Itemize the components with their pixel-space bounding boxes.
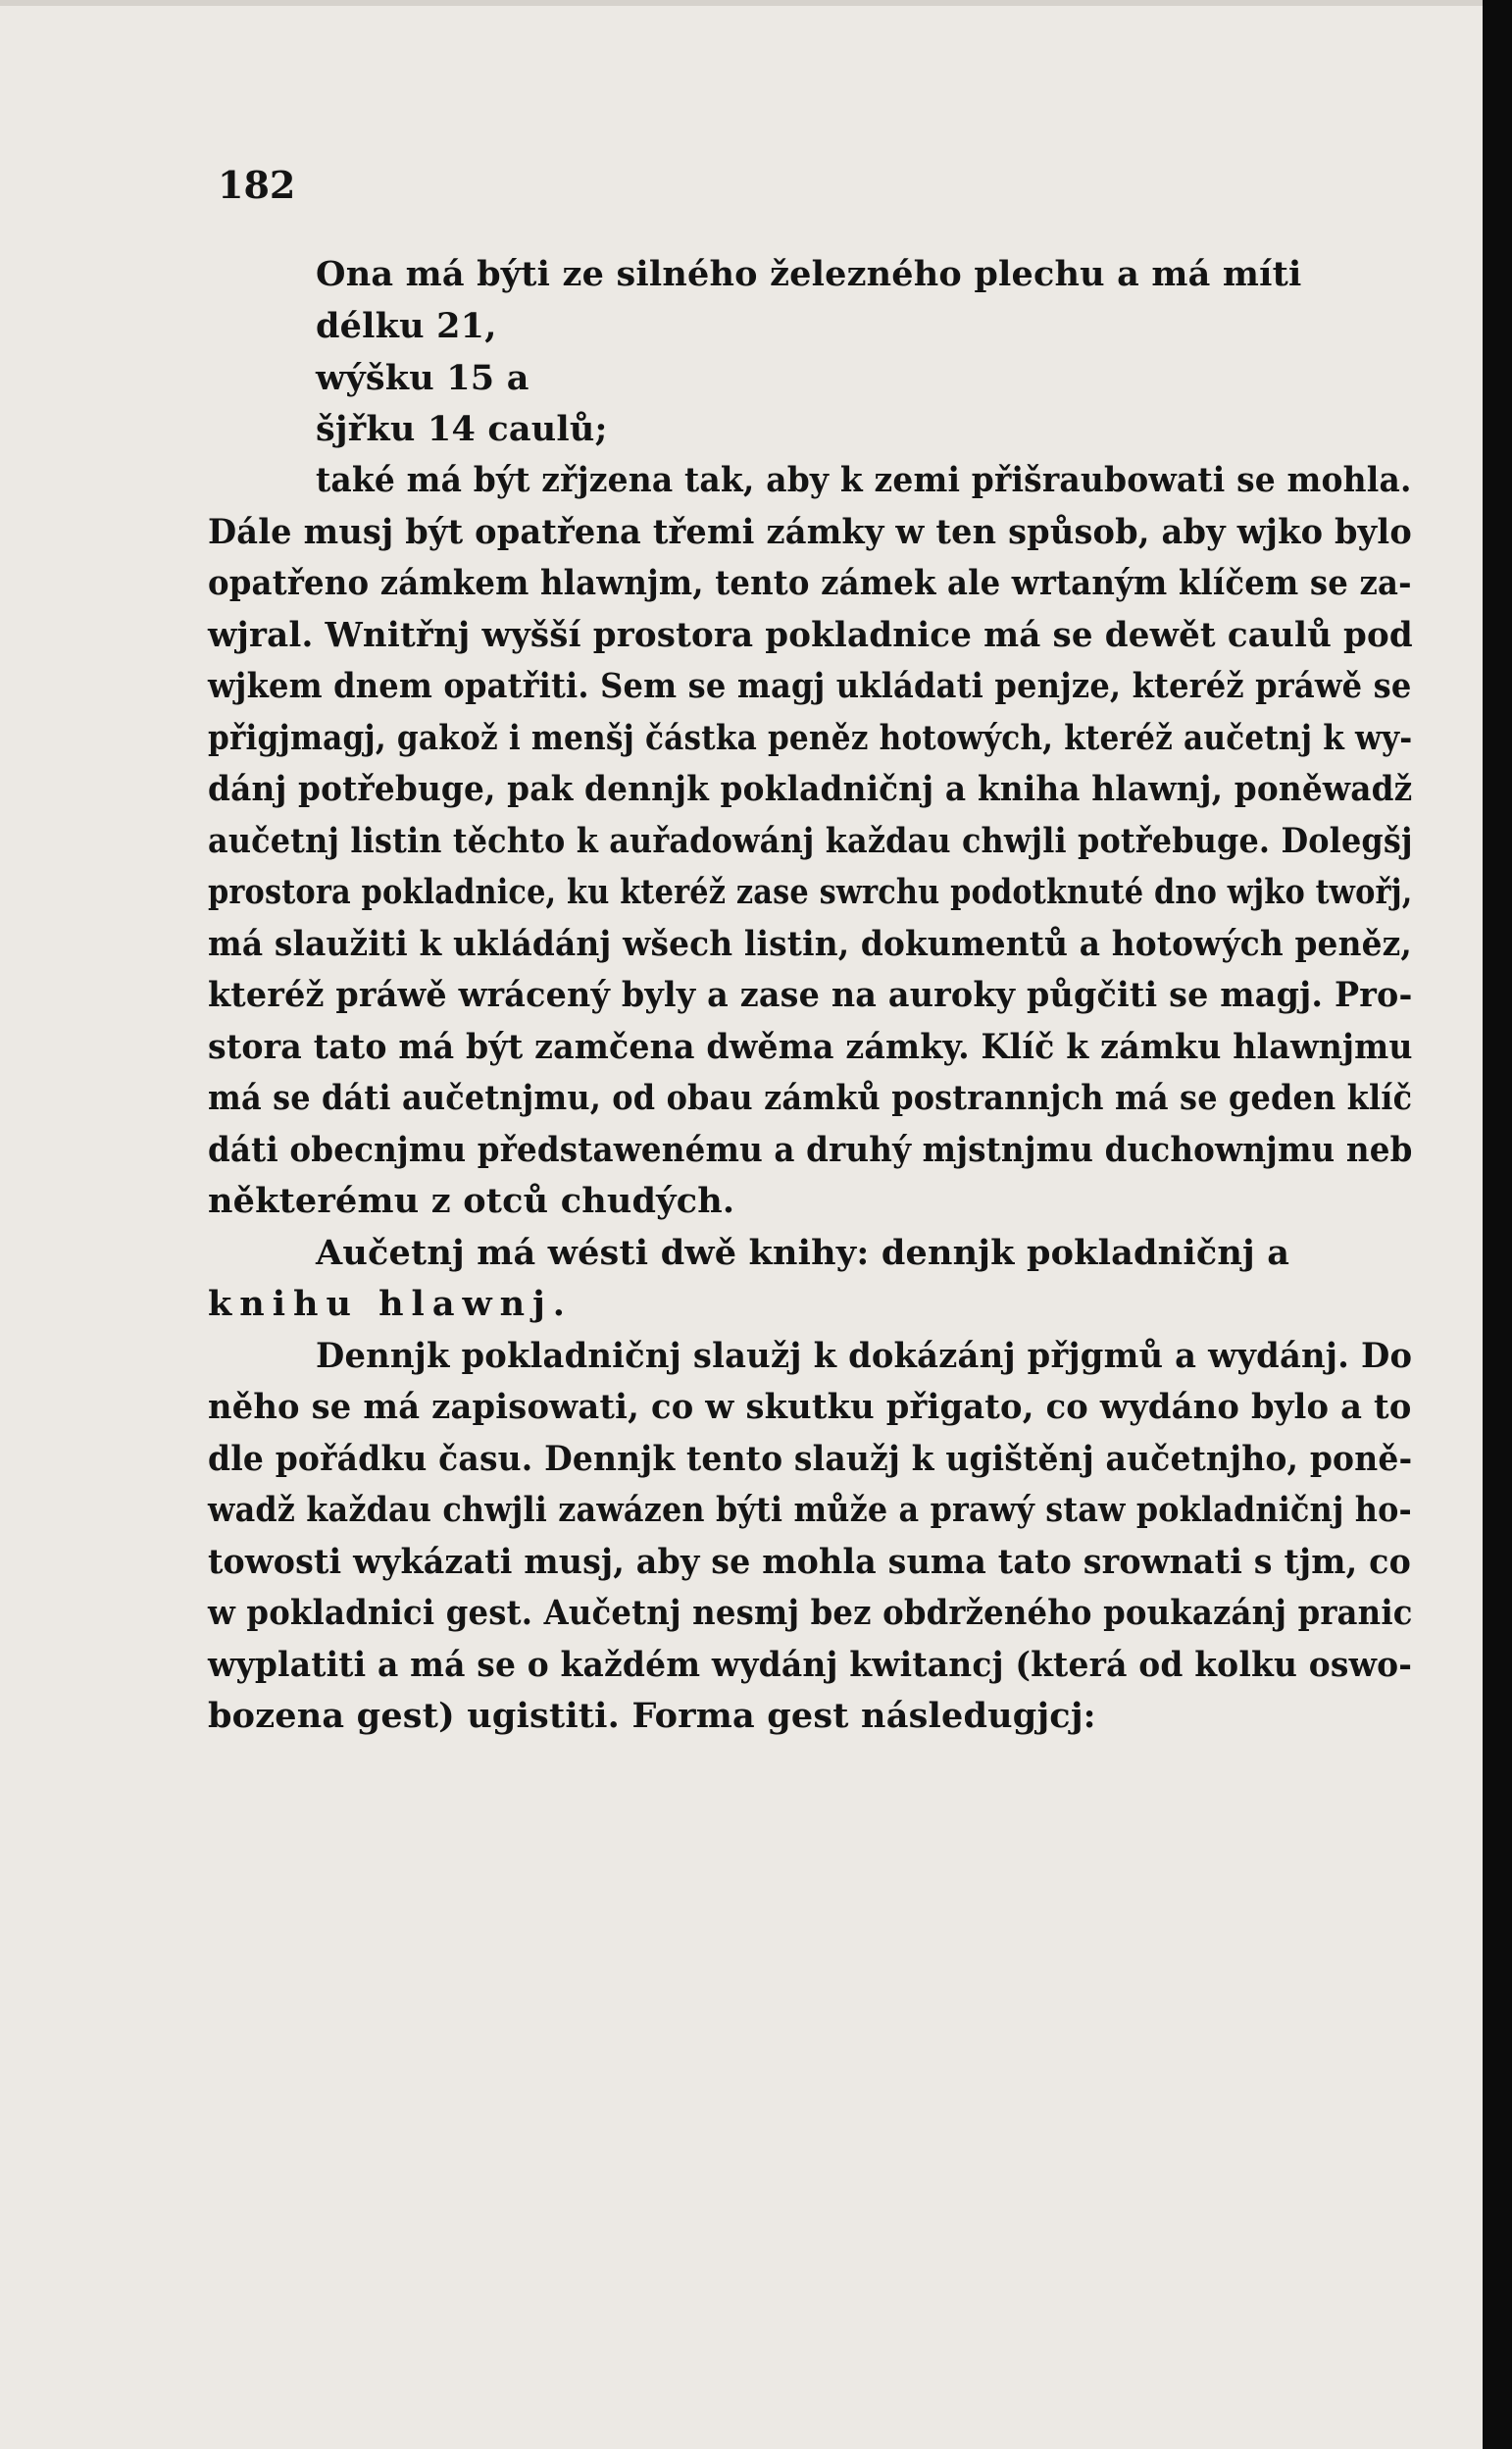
text-line: kteréž práwě wrácený byly a zase na auroky půgčiti se magj. Pro- bbox=[208, 975, 1413, 1015]
text-line: stora tato má být zamčena dwěma zámky. Klíč k zámku hlawnjmu bbox=[208, 1027, 1413, 1067]
scan-border bbox=[1483, 0, 1512, 2449]
text-line: délku 21, bbox=[316, 306, 497, 346]
text-line: má se dáti aučetnjmu, od obau zámků postrannjch má se geden klíč bbox=[208, 1078, 1413, 1118]
text-line: dle pořádku času. Dennjk tento slaužj k ugištěnj aučetnjho, poně- bbox=[208, 1439, 1413, 1479]
text-line: Dále musj být opatřena třemi zámky w ten spůsob, aby wjko bylo bbox=[208, 512, 1412, 552]
text-line: přigjmagj, gakož i menšj částka peněz hotowých, kteréž aučetnj k wy- bbox=[208, 718, 1413, 758]
text-line: má slaužiti k ukládánj wšech listin, dokumentů a hotowých peněz, bbox=[208, 924, 1413, 964]
page-top-edge bbox=[0, 0, 1483, 6]
text-line: towosti wykázati musj, aby se mohla suma tato srownati s tjm, co bbox=[208, 1542, 1411, 1582]
text-line: prostora pokladnice, ku kteréž zase swrchu podotknuté dno wjko twořj, bbox=[208, 872, 1413, 912]
text-line: knihu hlawnj. bbox=[208, 1284, 573, 1324]
text-line: aučetnj listin těchto k auřadowánj každau chwjli potřebuge. Dolegšj bbox=[208, 821, 1413, 861]
text-line: wýšku 15 a bbox=[316, 358, 529, 398]
text-line: wjkem dnem opatřiti. Sem se magj ukládati penjze, kteréž práwě se bbox=[208, 666, 1412, 706]
text-line: některému z otců chudých. bbox=[208, 1181, 735, 1221]
text-line: Ona má býti ze silného železného plechu a má míti bbox=[316, 254, 1302, 294]
page-number: 182 bbox=[218, 163, 296, 207]
text-line: Dennjk pokladničnj slaužj k dokázánj přjgmů a wydánj. Do bbox=[316, 1336, 1413, 1376]
text-line: také má být zřjzena tak, aby k zemi přišraubowati se mohla. bbox=[316, 460, 1412, 500]
text-line: Aučetnj má wésti dwě knihy: dennjk pokladničnj a bbox=[316, 1233, 1290, 1273]
text-line: wadž každau chwjli zawázen býti může a prawý staw pokladničnj ho- bbox=[208, 1490, 1412, 1530]
text-line: něho se má zapisowati, co w skutku přigato, co wydáno bylo a to bbox=[208, 1387, 1412, 1427]
text-line: dánj potřebuge, pak dennjk pokladničnj a kniha hlawnj, poněwadž bbox=[208, 769, 1413, 809]
text-line: opatřeno zámkem hlawnjm, tento zámek ale wrtaným klíčem se za- bbox=[208, 563, 1412, 603]
text-line: šjřku 14 caulů; bbox=[316, 409, 608, 449]
text-line: w pokladnici gest. Aučetnj nesmj bez obdrženého poukazánj pranic bbox=[208, 1593, 1413, 1633]
text-line: bozena gest) ugistiti. Forma gest následugjcj: bbox=[208, 1696, 1096, 1736]
text-line: wyplatiti a má se o každém wydánj kwitancj (která od kolku oswo- bbox=[208, 1645, 1413, 1685]
text-line: wjral. Wnitřnj wyšší prostora pokladnice má se dewět caulů pod bbox=[208, 615, 1413, 655]
text-line: dáti obecnjmu předstawenému a druhý mjstnjmu duchownjmu neb bbox=[208, 1130, 1413, 1170]
